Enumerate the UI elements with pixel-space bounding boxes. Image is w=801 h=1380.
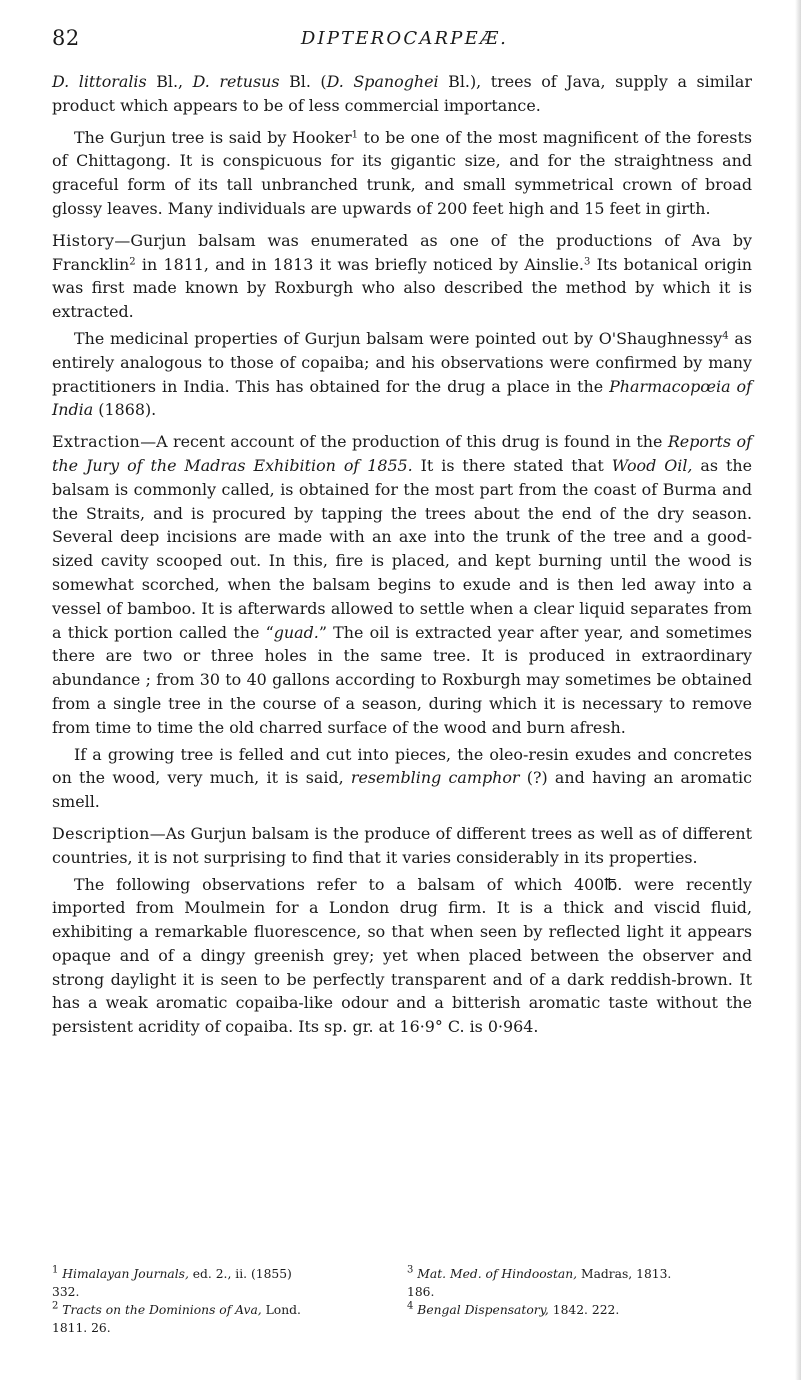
footnote-4	[407, 1301, 752, 1319]
footnote-title: Tracts on the Dominions of Ava,	[62, 1303, 262, 1317]
scan-edge-shadow	[795, 0, 801, 1380]
footnote-ref: 3	[583, 256, 591, 268]
footnote-title: Himalayan Journals,	[62, 1267, 189, 1281]
emphasis: resembling camphor	[350, 768, 520, 788]
footnote-3	[407, 1265, 752, 1283]
running-head: DIPTEROCARPEÆ.	[300, 28, 509, 49]
footnote-2	[52, 1301, 407, 1319]
section-heading-history: History	[52, 230, 115, 250]
section-heading-extraction: Extraction	[52, 432, 141, 452]
text-run: The Gurjun tree is said by Hooker	[74, 127, 352, 147]
text-run: Bl.), trees of Java, supply a similar product which appears to be of less commercial importance.	[52, 72, 752, 115]
text-run: Bl.,	[146, 72, 193, 91]
text-run: ” The oil is extracted year after year, and sometimes there are two or three holes in the same tree. It is produced in extraordinary abundance ; from 30 to 40 gallons according to Roxburgh may sometimes be obtained from a single tree in the course of a season, during which it is necessary to remove from time to time the old charred surface of the wood and burn afresh.	[52, 622, 753, 737]
paragraph-extraction	[52, 430, 752, 739]
paragraph-gurjun-tree	[52, 126, 752, 221]
footnote-title: Bengal Dispensatory,	[417, 1303, 549, 1317]
footnote-text: Lond.	[261, 1303, 301, 1317]
footnote-3-continued: 186.	[407, 1285, 435, 1299]
page-number: 82	[52, 26, 80, 50]
text-run: It is there stated that	[412, 455, 612, 475]
footnote-number: 3	[407, 1265, 414, 1276]
footnote-text: ed. 2., ii. (1855)	[188, 1267, 292, 1281]
footnote-number: 2	[52, 1301, 59, 1312]
text-run: Bl. (	[279, 72, 327, 91]
emphasis: guad.	[273, 622, 319, 642]
footnote-ref: 1	[351, 129, 359, 141]
footnote-number: 4	[407, 1301, 414, 1312]
text-run: as the balsam is commonly called, is obtained for the most part from the coast of Burma and the Straits, and is procured by tapping the trees about the end of the dry season. Several deep incisions are made with an axe into the trunk of the tree and a good-sized cavity scooped out. In this, fire is placed, and kept burning until the wood is somewhat scorched, when the balsam begins to exude and is then led away into a vessel of bamboo. It is afterwards allowed to settle when a clear liquid separates from a thick portion called the “	[52, 455, 752, 642]
footnote-ref: 4	[722, 330, 729, 342]
footnote-ref: 2	[129, 256, 136, 268]
paragraph-history	[52, 229, 752, 324]
paragraph-description	[52, 822, 752, 870]
section-heading-description: Description	[52, 823, 150, 843]
text-run: —A recent account of the production of this drug is found in the	[140, 432, 668, 452]
text-run: to be one of the most magnificent of the forests of Chittagong. It is conspicuous for its gigantic size, and for the straightness and graceful form of its tall unbranched trunk, and small symmetrical crown of broad glossy leaves. Many individuals are upwards of 200 feet high and 15 feet in girth.	[52, 127, 752, 218]
text-run: The following observations refer to a balsam of which 400℔. were recently imported from Moulmein for a London drug firm. It is a thick and viscid fluid, exhibiting a remarkable fluorescence, so that when seen by reflected light it appears opaque and of a dingy greenish grey; yet when placed between the observer and strong daylight it is seen to be perfectly transparent and of a dark reddish-brown. It has a weak aromatic copaiba-like odour and a bitterish aromatic taste without the persistent acridity of copaiba. Its sp. gr. at 16·9° C. is 0·964.	[52, 874, 752, 1037]
paragraph-medicinal	[52, 327, 752, 422]
text-run: —As Gurjun balsam is the produce of different trees as well as of different countries, it is not surprising to find that it varies considerably in its properties.	[52, 823, 752, 867]
page-header	[52, 26, 757, 56]
text-run: The medicinal properties of Gurjun balsam were pointed out by O'Shaughnessy	[74, 328, 723, 348]
footnote-number: 1	[52, 1265, 59, 1276]
species-name: D. littoralis	[52, 72, 147, 91]
footnote-title: Mat. Med. of Hindoostan,	[417, 1267, 578, 1281]
text-run: —Gurjun balsam was enumerated as one of the productions of Ava by Francklin	[52, 230, 752, 274]
footnote-text: Madras, 1813.	[577, 1267, 672, 1281]
text-run: (1868).	[93, 400, 157, 420]
body-text	[52, 70, 752, 1047]
footnote-1-continued: 332.	[52, 1285, 80, 1299]
text-run: If a growing tree is felled and cut into pieces, the oleo-resin exudes and concretes on the wood, very much, it is said,	[52, 744, 752, 788]
paragraph-felled-tree	[52, 743, 752, 814]
footnote-text: 1842. 222.	[548, 1303, 620, 1317]
book-title: Pharmacopœia of India	[52, 376, 752, 420]
paragraph-observations	[52, 873, 752, 1040]
text-run: as entirely analogous to those of copaiba; and his observations were confirmed by many practitioners in India. This has obtained for the drug a place in the	[52, 328, 752, 396]
text-run: in 1811, and in 1813 it was briefly noticed by Ainslie.	[135, 254, 584, 274]
species-name: D. retusus	[192, 72, 280, 91]
footnote-spacer	[407, 1319, 752, 1337]
text-run: Its botanical origin was first made known by Roxburgh who also described the method by which it is extracted.	[52, 254, 753, 322]
footnote-2-continued: 1811. 26.	[52, 1321, 111, 1335]
paragraph-species	[52, 70, 752, 118]
footnote-1	[52, 1265, 407, 1283]
footnotes	[52, 1265, 752, 1337]
emphasis: Wood Oil,	[611, 455, 693, 475]
species-name: D. Spanoghei	[326, 72, 439, 91]
text-run: (?) and having an aromatic smell.	[52, 768, 752, 812]
book-title: Reports of the Jury of the Madras Exhibition of 1855.	[52, 432, 752, 475]
